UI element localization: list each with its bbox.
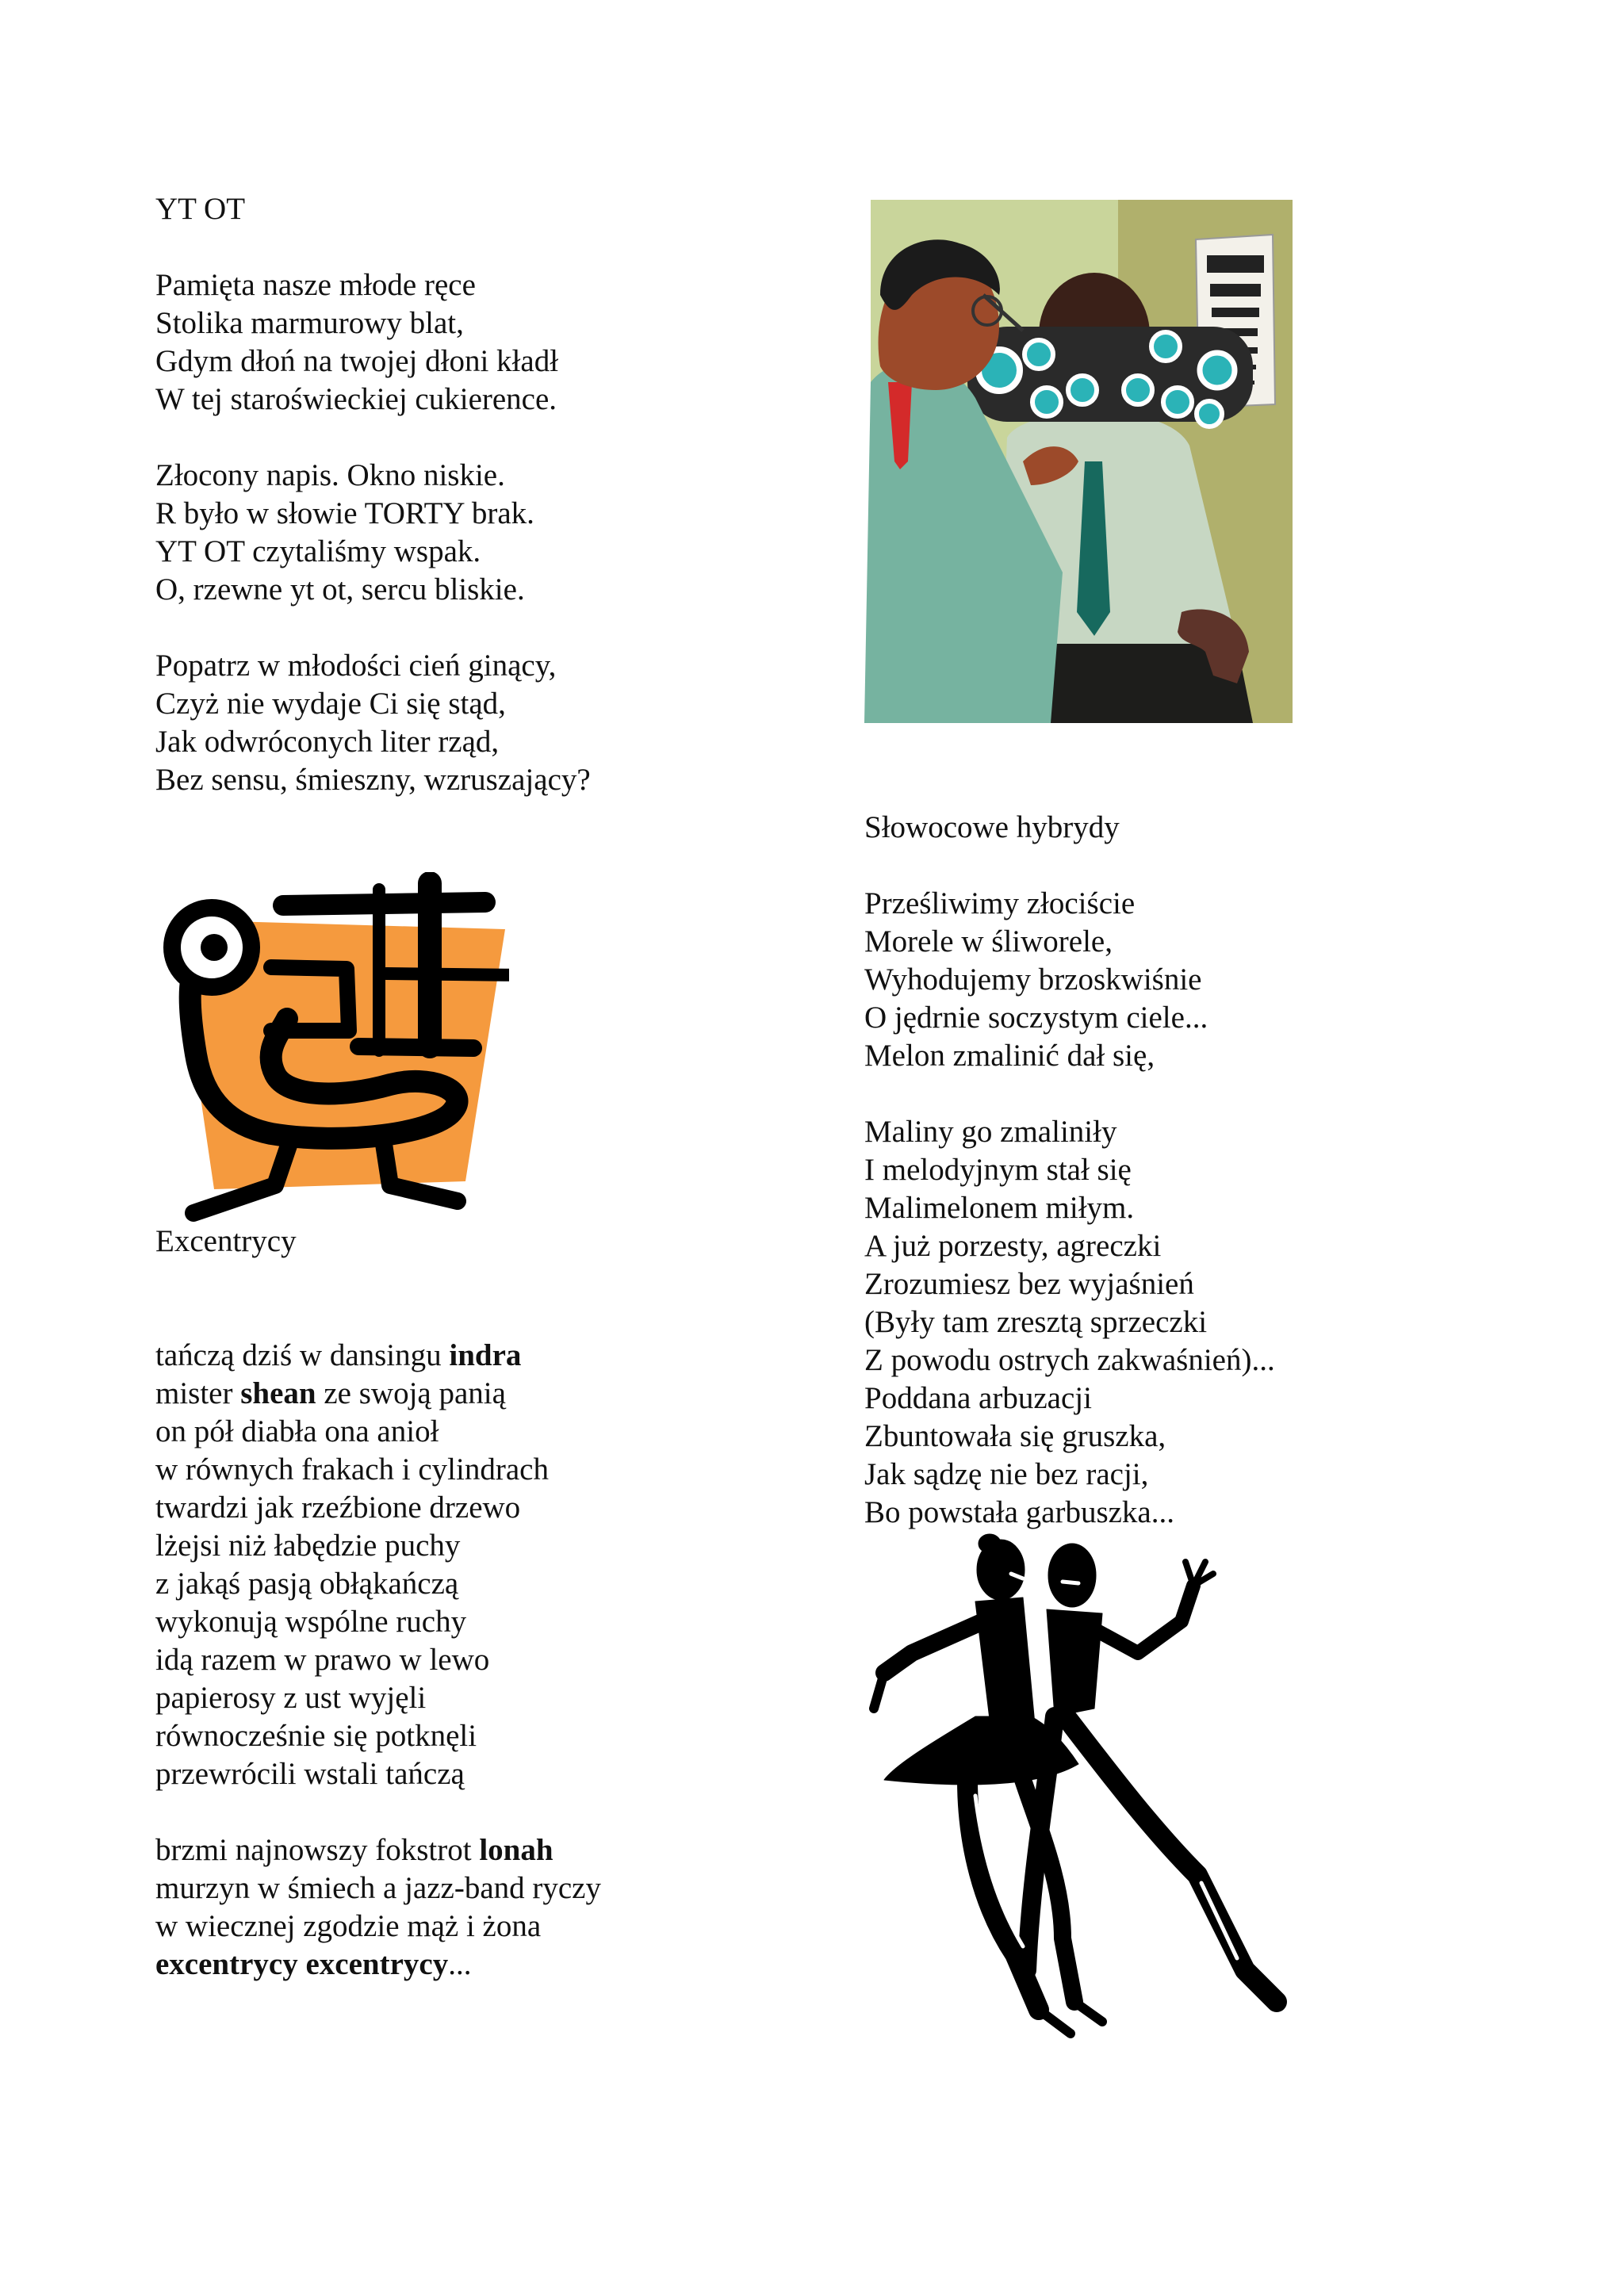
walking-figure-illustration: [152, 872, 509, 1229]
verse-line: Z powodu ostrych zakwaśnień)...: [864, 1343, 1275, 1377]
verse-line: Gdym dłoń na twojej dłoni kładł: [155, 344, 559, 378]
verse-line: papierosy z ust wyjęli: [155, 1681, 427, 1715]
bold-name: lonah: [479, 1833, 553, 1867]
verse-line: Melon zmalinić dał się,: [864, 1039, 1155, 1073]
stanza: [155, 457, 726, 609]
phoropter-icon: [967, 327, 1253, 427]
dancing-couple-illustration: [864, 1526, 1293, 2042]
verse-line: O, rzewne yt ot, sercu bliskie.: [155, 572, 525, 607]
poem-title: Słowocowe hybrydy: [864, 810, 1120, 844]
verse-line: Maliny go zmaliniły: [864, 1115, 1117, 1149]
verse-line: w wiecznej zgodzie mąż i żona: [155, 1909, 542, 1943]
verse-line: Jak odwróconych liter rząd,: [155, 725, 500, 759]
stanza: [155, 266, 726, 419]
stanza: [864, 1113, 1467, 1532]
verse-text: tańczą dziś w dansingu: [155, 1338, 450, 1372]
verse-text: ze swoją panią: [316, 1376, 506, 1410]
eye-exam-illustration: [864, 200, 1293, 723]
verse-line: R było w słowie TORTY brak.: [155, 496, 534, 530]
verse-line: Bez sensu, śmieszny, wzruszający?: [155, 763, 591, 797]
verse-text: mister: [155, 1376, 241, 1410]
verse-line: Malimelonem miłym.: [864, 1191, 1135, 1225]
verse-line: Zbuntowała się gruszka,: [864, 1419, 1166, 1453]
verse-line: [155, 1831, 726, 1869]
verse-text: brzmi najnowszy fokstrot: [155, 1833, 480, 1867]
verse-line: A już porzesty, agreczki: [864, 1229, 1162, 1263]
verse-line: murzyn w śmiech a jazz-band ryczy: [155, 1871, 601, 1905]
verse-line: W tej staroświeckiej cukierence.: [155, 382, 557, 416]
verse-line: YT OT czytaliśmy wspak.: [155, 534, 481, 568]
bold-name: indra: [449, 1338, 522, 1372]
verse-line: Popatrz w młodości cień ginący,: [155, 649, 557, 683]
verse-line: idą razem w prawo w lewo: [155, 1643, 490, 1677]
verse-line: lżejsi niż łabędzie puchy: [155, 1529, 461, 1563]
verse-line: [155, 1337, 726, 1375]
verse-line: Poddana arbuzacji: [864, 1381, 1092, 1415]
poem-title: YT OT: [155, 192, 246, 226]
verse-line: I melodyjnym stał się: [864, 1153, 1132, 1187]
verse-line: Czyż nie wydaje Ci się stąd,: [155, 687, 506, 721]
poem-slowocowe-hybrydy: [864, 809, 1467, 1570]
verse-line: wykonują wspólne ruchy: [155, 1605, 467, 1639]
verse-line: równocześnie się potknęli: [155, 1719, 477, 1753]
verse-line: on pół diabła ona anioł: [155, 1414, 439, 1448]
verse-line: w równych frakach i cylindrach: [155, 1452, 549, 1487]
poem-excentrycy: [155, 1223, 726, 2022]
verse-line: [155, 1375, 726, 1413]
verse-line: (Były tam zresztą sprzeczki: [864, 1305, 1208, 1339]
poem-title: Excentrycy: [155, 1224, 297, 1258]
stanza: [864, 885, 1467, 1075]
verse-line: Złocony napis. Okno niskie.: [155, 458, 505, 492]
verse-line: twardzi jak rzeźbione drzewo: [155, 1490, 521, 1525]
verse-line: Bo powstała garbuszka...: [864, 1495, 1174, 1529]
verse-line: Stolika marmurowy blat,: [155, 306, 464, 340]
verse-line: Jak sądzę nie bez racji,: [864, 1457, 1149, 1491]
bold-name: shean: [240, 1376, 316, 1410]
poem-yt-ot: [155, 190, 726, 837]
verse-line: Zrozumiesz bez wyjaśnień: [864, 1267, 1194, 1301]
verse-text: ...: [448, 1947, 472, 1981]
verse-line: przewrócili wstali tańczą: [155, 1757, 465, 1791]
verse-line: z jakąś pasją obłąkańczą: [155, 1567, 459, 1601]
verse-line: Wyhodujemy brzoskwiśnie: [864, 962, 1202, 997]
stanza: [155, 1831, 726, 1984]
stanza: [155, 647, 726, 799]
stanza: [155, 1337, 726, 1793]
verse-line: Morele w śliworele,: [864, 924, 1113, 959]
verse-line: Prześliwimy złociście: [864, 886, 1136, 920]
verse-line: O jędrnie soczystym ciele...: [864, 1001, 1208, 1035]
bold-name: excentrycy excentrycy: [155, 1947, 449, 1981]
verse-line: [155, 1946, 726, 1984]
verse-line: Pamięta nasze młode ręce: [155, 268, 476, 302]
